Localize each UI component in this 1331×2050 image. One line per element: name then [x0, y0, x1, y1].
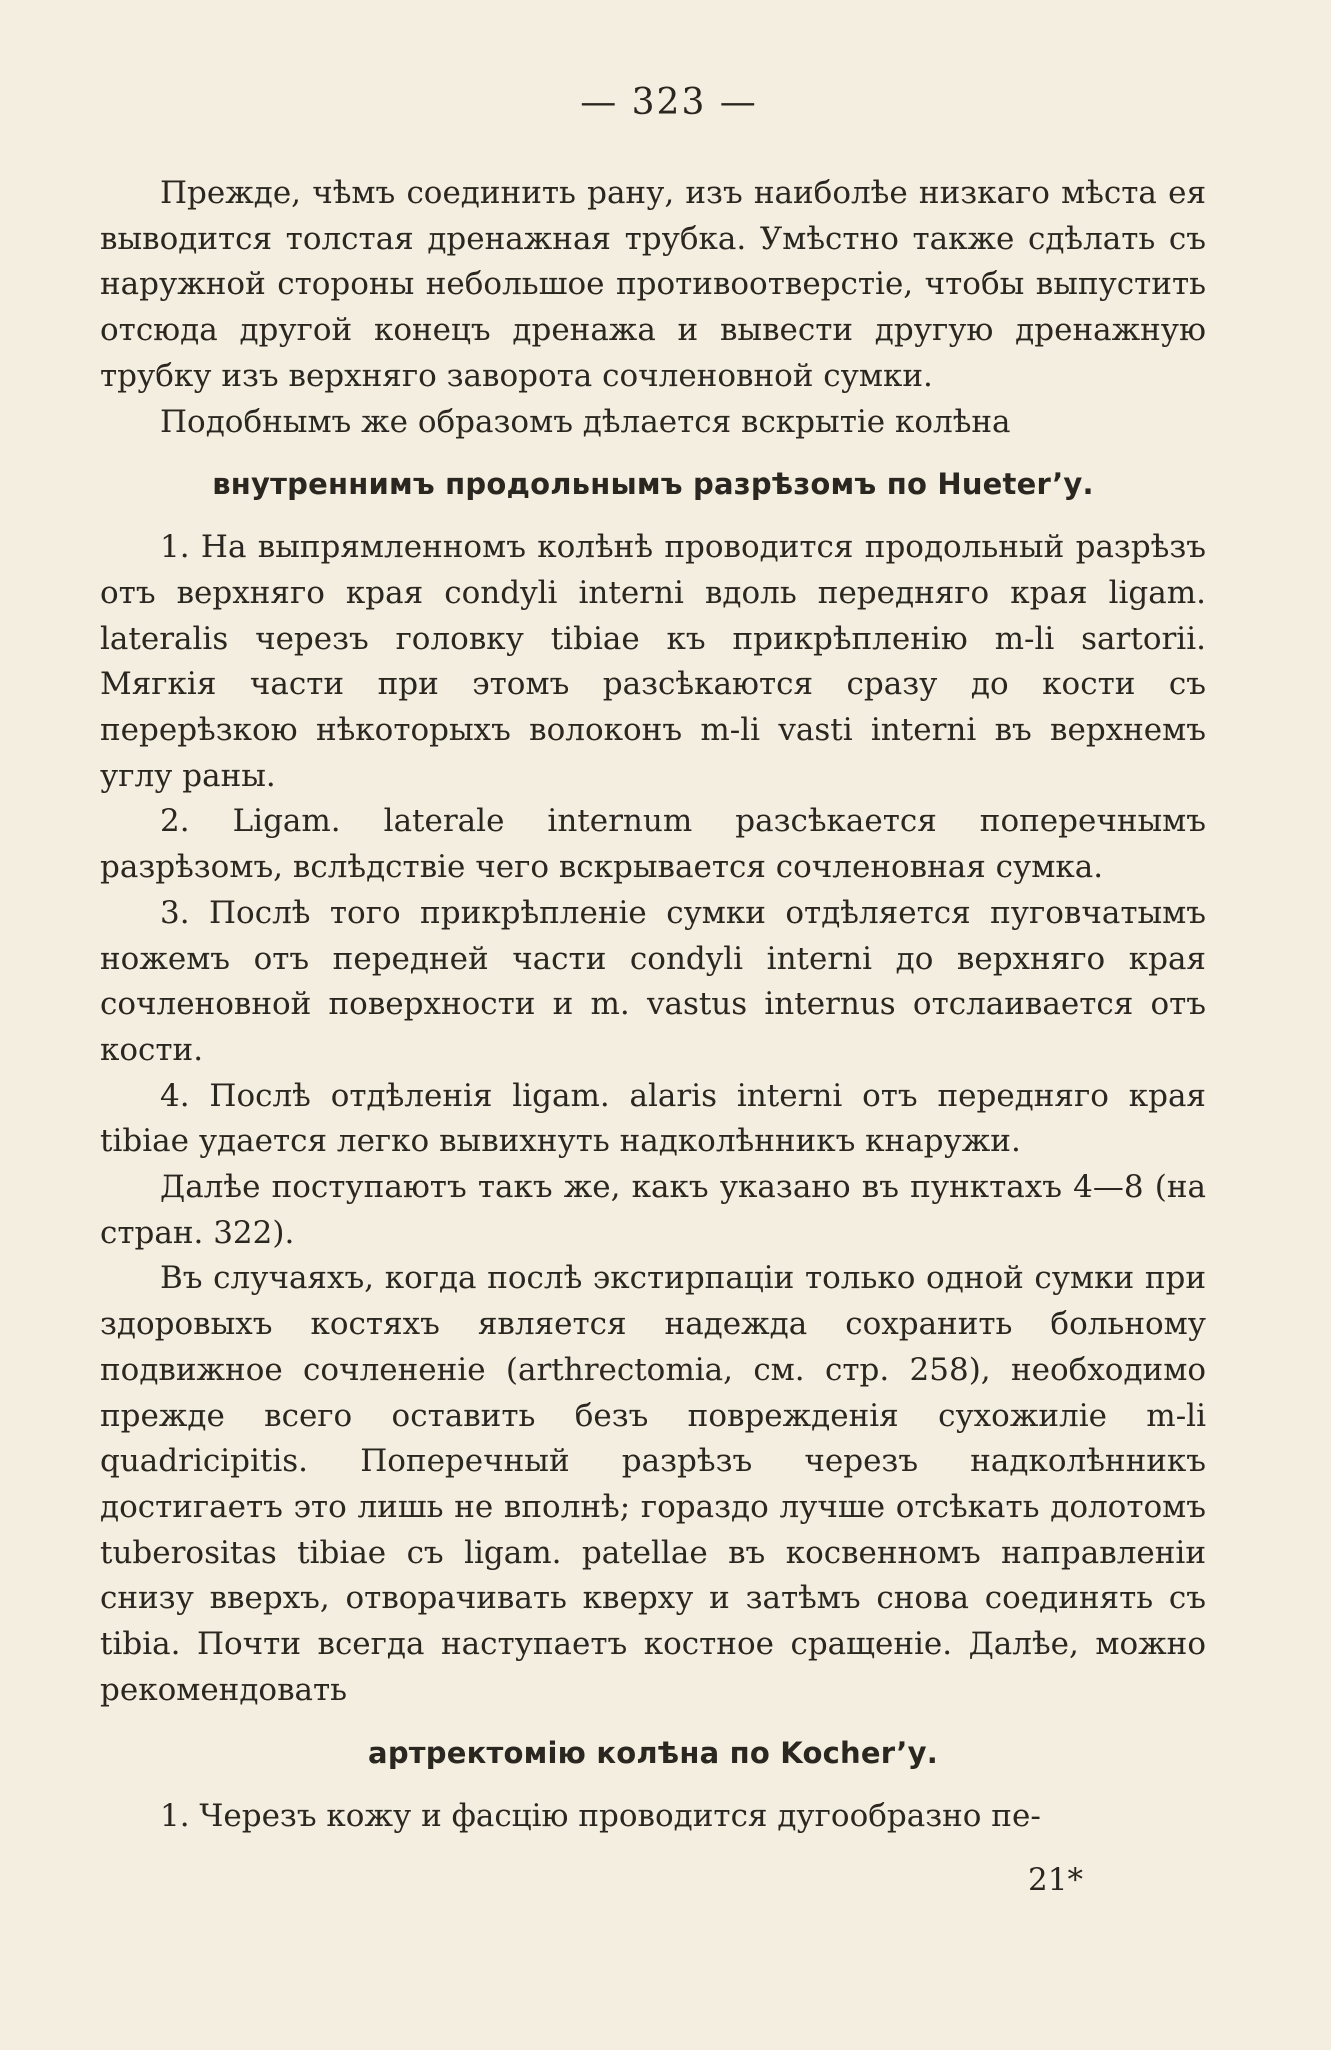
paragraph-further-steps: Далѣе поступаютъ такъ же, какъ указано въ пунктахъ 4—8 (на стран. 322).	[100, 1169, 1206, 1251]
signature-mark: 21*	[1028, 1862, 1083, 1898]
section-heading-hueter: внутреннимъ продольнымъ разрѣзомъ по Hueter’у.	[212, 467, 1094, 502]
step-2-paragraph: 2. Ligam. laterale internum разсѣкается поперечнымъ разрѣзомъ, вслѣдствіе чего вскрывается сочленовная сумка.	[100, 803, 1206, 886]
step-3-paragraph: 3. Послѣ того прикрѣпленіе сумки отдѣляется пуговчатымъ ножемъ отъ передней части condyli interni до верхняго края сочленовной поверхности и m. vastus internus отслаивается отъ кости.	[100, 894, 1206, 1068]
page-number: — 323 —	[580, 82, 758, 123]
paragraph-drainage: Прежде, чѣмъ соединить рану, изъ наиболѣе низкаго мѣста ея выводится толстая дренажная трубка. Умѣстно также сдѣлать съ наружной стороны небольшое противоотверстіе, чтобы выпустить отсюда другой конецъ дренажа и вывести другую дренажную трубку изъ верхняго заворота сочленовной сумки.	[100, 175, 1206, 394]
step-1-paragraph: 1. На выпрямленномъ колѣнѣ проводится продольный разрѣзъ отъ верхняго края condyli interni вдоль передняго края ligam. lateralis черезъ головку tibiae къ прикрѣпленію m-li sartorii. Мягкія части при этомъ разсѣкаются сразу до кости съ перерѣзкою нѣкоторыхъ волоконъ m-li vasti interni въ верхнемъ углу раны.	[100, 529, 1206, 794]
kocher-step-1-paragraph: 1. Черезъ кожу и фасцію проводится дугообразно пе-	[160, 1797, 1041, 1834]
paragraph-knee-opening: Подобнымъ же образомъ дѣлается вскрытіе колѣна	[160, 403, 1011, 440]
step-4-paragraph: 4. Послѣ отдѣленія ligam. alaris interni отъ передняго края tibiae удается легко вывихнуть надколѣнникъ кнаружи.	[100, 1077, 1206, 1160]
paragraph-arthrectomia: Въ случаяхъ, когда послѣ экстирпаціи только одной сумки при здоровыхъ костяхъ является надежда сохранить больному подвижное сочлененіе (arthrectomia, см. стр. 258), необходимо прежде всего оставить безъ поврежденія сухожиліе m-li quadricipitis. Поперечный разрѣзъ черезъ надколѣнникъ достигаетъ это лишь не вполнѣ; гораздо лучше отсѣкать долотомъ tuberositas tibiae съ ligam. patellae въ косвенномъ направленіи снизу вверхъ, отворачивать кверху и затѣмъ снова соединять съ tibia. Почти всегда наступаетъ костное сращеніе. Далѣе, можно рекомендовать	[100, 1260, 1206, 1708]
section-heading-kocher: артректомію колѣна по Kocher’у.	[368, 1735, 938, 1770]
